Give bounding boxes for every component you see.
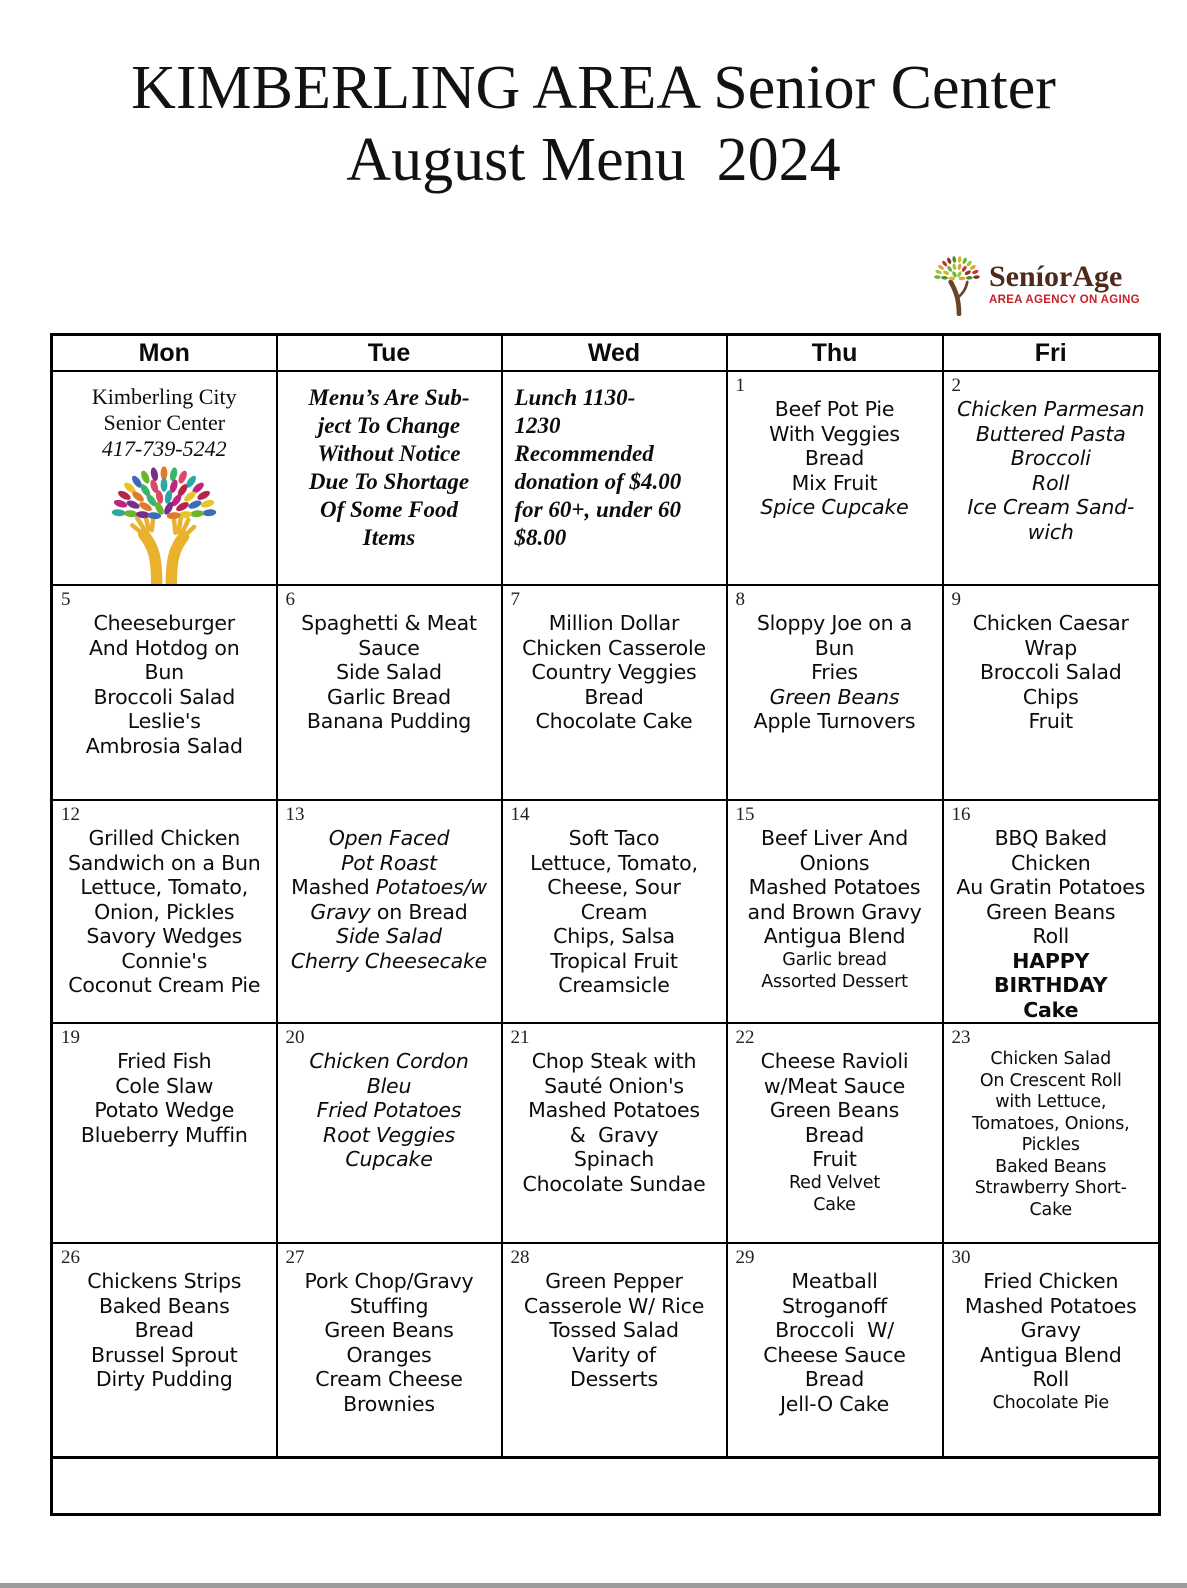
day-number: 9 bbox=[951, 589, 961, 610]
page-title-line1: KIMBERLING AREA Senior Center bbox=[131, 54, 1056, 122]
calendar-cell-day-30 bbox=[943, 1243, 1160, 1458]
calendar-cell-day-20 bbox=[277, 1023, 502, 1243]
menu-calendar-table bbox=[50, 333, 1161, 1516]
day-number: 1 bbox=[735, 375, 745, 396]
calendar-cell-day-7 bbox=[502, 585, 727, 800]
menu-text: BBQ Baked Chicken Au Gratin Potatoes Green Beans Roll HAPPY BIRTHDAY Cake bbox=[956, 826, 1146, 1022]
day-header-mon: Mon bbox=[52, 335, 277, 372]
calendar-cell-day-9 bbox=[943, 585, 1160, 800]
day-number: 20 bbox=[285, 1027, 305, 1048]
calendar-cell-day-1 bbox=[727, 371, 943, 585]
page-title-line2: August Menu 2024 bbox=[346, 126, 841, 194]
calendar-cell-day-2 bbox=[943, 371, 1160, 585]
day-number: 22 bbox=[735, 1027, 755, 1048]
calendar-cell-day-8 bbox=[727, 585, 943, 800]
calendar-cell-day-22 bbox=[727, 1023, 943, 1243]
menu-text: Grilled Chicken Sandwich on a Bun Lettuce, Tomato, Onion, Pickles Savory Wedges Connie's Coconut Cream Pie bbox=[67, 826, 261, 997]
menu-text: Sloppy Joe on a Bun Fries Green Beans Apple Turnovers bbox=[753, 611, 916, 733]
calendar-cell-day-13 bbox=[277, 800, 502, 1023]
day-header-thu: Thu bbox=[727, 335, 943, 372]
menu-text: Beef Pot Pie With Veggies Bread Mix Fruit Spice Cupcake bbox=[760, 397, 909, 519]
calendar-cell-day-16 bbox=[943, 800, 1160, 1023]
calendar-cell-day-23 bbox=[943, 1023, 1160, 1243]
seniorage-name: SeníorAge bbox=[989, 259, 1123, 293]
calendar-cell-info bbox=[277, 371, 502, 585]
menu-text: Pork Chop/Gravy Stuffing Green Beans Oranges Cream Cheese Brownies bbox=[304, 1269, 474, 1416]
day-number: 8 bbox=[735, 589, 745, 610]
day-number: 15 bbox=[735, 804, 755, 825]
menu-text: Meatball Stroganoff Broccoli W/ Cheese Sauce Bread Jell-O Cake bbox=[763, 1269, 906, 1416]
day-number: 21 bbox=[510, 1027, 530, 1048]
seniorage-tagline: AREA AGENCY ON AGING bbox=[989, 293, 1140, 306]
menu-text: Fried Fish Cole Slaw Potato Wedge Blueberry Muffin bbox=[80, 1049, 248, 1147]
day-number: 29 bbox=[735, 1247, 755, 1268]
menu-text: Chicken Parmesan Buttered Pasta Broccoli Roll Ice Cream Sand- wich bbox=[957, 397, 1145, 544]
day-number: 5 bbox=[61, 589, 71, 610]
calendar-cell-day-29 bbox=[727, 1243, 943, 1458]
seniorage-logo bbox=[933, 252, 1143, 316]
menu-text: Chicken Caesar Wrap Broccoli Salad Chips Fruit bbox=[972, 611, 1129, 733]
day-number: 14 bbox=[510, 804, 530, 825]
day-number: 26 bbox=[61, 1247, 80, 1268]
menu-text: Fried Chicken Mashed Potatoes Gravy Antigua Blend Roll Chocolate Pie bbox=[964, 1269, 1137, 1413]
menu-text: Chicken Salad On Crescent Roll with Lettuce, Tomatoes, Onions, Pickles Baked Beans Strawberry Short- Cake bbox=[971, 1049, 1130, 1220]
calendar-cell-day-26 bbox=[52, 1243, 277, 1458]
menu-text: Spaghetti & Meat Sauce Side Salad Garlic Bread Banana Pudding bbox=[301, 611, 477, 733]
menu-text: Cheeseburger And Hotdog on Bun Broccoli Salad Leslie's Ambrosia Salad bbox=[85, 611, 243, 758]
empty-footer-cell bbox=[52, 1458, 1160, 1515]
menu-text: Menu’s Are Sub- ject To Change Without Notice Due To Shortage Of Some Food Items bbox=[308, 385, 470, 550]
day-number: 12 bbox=[61, 804, 80, 825]
calendar-week-row bbox=[52, 1243, 1160, 1458]
menu-text: Chop Steak with Sauté Onion's Mashed Potatoes & Gravy Spinach Chocolate Sundae bbox=[522, 1049, 706, 1196]
day-header-tue: Tue bbox=[277, 335, 502, 372]
page-title bbox=[0, 52, 1187, 196]
calendar-cell-info bbox=[502, 371, 727, 585]
day-number: 28 bbox=[510, 1247, 530, 1268]
calendar-cell-day-12 bbox=[52, 800, 277, 1023]
day-header-fri: Fri bbox=[943, 335, 1160, 372]
menu-text: Open Faced Pot Roast Mashed Potatoes/w Gravy on Bread Side Salad Cherry Cheesecake bbox=[290, 826, 488, 973]
calendar-cell-day-6 bbox=[277, 585, 502, 800]
calendar-week-row bbox=[52, 800, 1160, 1023]
calendar-cell-day-14 bbox=[502, 800, 727, 1023]
day-number: 27 bbox=[285, 1247, 305, 1268]
calendar-week-row bbox=[52, 1023, 1160, 1243]
menu-text: Lunch 1130- 1230 Recommended donation of $4.00 for 60+, under 60 $8.00 bbox=[514, 385, 682, 550]
calendar-cell-day-21 bbox=[502, 1023, 727, 1243]
day-number: 2 bbox=[951, 375, 961, 396]
hands-tree-image bbox=[99, 466, 229, 584]
day-number: 6 bbox=[285, 589, 295, 610]
calendar-cell-info bbox=[52, 371, 277, 585]
calendar-cell-day-19 bbox=[52, 1023, 277, 1243]
weekday-header-row bbox=[52, 335, 1160, 372]
calendar-cell-day-15 bbox=[727, 800, 943, 1023]
calendar-cell-day-5 bbox=[52, 585, 277, 800]
day-number: 7 bbox=[510, 589, 520, 610]
menu-text: Chicken Cordon Bleu Fried Potatoes Root Veggies Cupcake bbox=[309, 1049, 469, 1171]
day-number: 19 bbox=[61, 1027, 80, 1048]
day-header-wed: Wed bbox=[502, 335, 727, 372]
menu-text: Chickens Strips Baked Beans Bread Brussel Sprout Dirty Pudding bbox=[87, 1269, 242, 1391]
day-number: 30 bbox=[951, 1247, 971, 1268]
calendar-cell-day-28 bbox=[502, 1243, 727, 1458]
empty-footer-row bbox=[52, 1458, 1160, 1515]
menu-text: Soft Taco Lettuce, Tomato, Cheese, Sour Cream Chips, Salsa Tropical Fruit Creamsicle bbox=[530, 826, 698, 997]
calendar-week-row bbox=[52, 371, 1160, 585]
menu-text: Kimberling City Senior Center 417-739-5242 bbox=[91, 384, 237, 461]
menu-text: Million Dollar Chicken Casserole Country Veggies Bread Chocolate Cake bbox=[522, 611, 706, 733]
day-number: 23 bbox=[951, 1027, 971, 1048]
bottom-edge-strip bbox=[0, 1583, 1187, 1588]
day-number: 16 bbox=[951, 804, 971, 825]
menu-text: Green Pepper Casserole W/ Rice Tossed Salad Varity of Desserts bbox=[523, 1269, 705, 1391]
day-number: 13 bbox=[285, 804, 305, 825]
menu-text: Cheese Ravioli w/Meat Sauce Green Beans Bread Fruit Red Velvet Cake bbox=[760, 1049, 909, 1215]
calendar-week-row bbox=[52, 585, 1160, 800]
calendar-cell-day-27 bbox=[277, 1243, 502, 1458]
seniorage-tree-icon bbox=[933, 252, 985, 316]
menu-text: Beef Liver And Onions Mashed Potatoes and Brown Gravy Antigua Blend Garlic bread Assorted Dessert bbox=[747, 826, 922, 992]
